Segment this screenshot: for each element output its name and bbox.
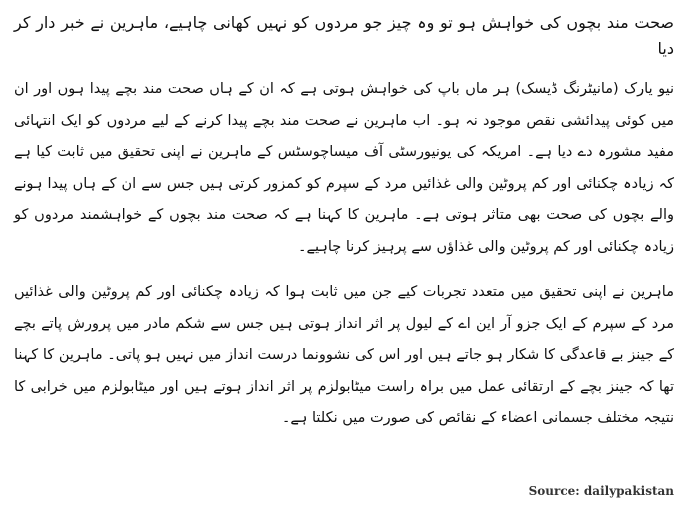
source-credit: Source: dailypakistan [528,484,674,498]
article [14,10,674,449]
paragraph-1: نیو یارک (مانیٹرنگ ڈیسک) ہر ماں باپ کی خواہش ہوتی ہے کہ ان کے ہاں صحت مند بچے پیدا ہوں اور ان میں کوئی پیدائشی نقص موجود نہ ہو۔ اب ماہرین نے صحت مند بچے پیدا کرنے کے لیے مردوں کو ایک انتہائی مفید مشورہ دے دیا ہے۔ امریکہ کی یونیورسٹی آف میساچوسٹس کے ماہرین نے اپنی تحقیق میں ثابت کیا ہے کہ زیادہ چکنائی اور کم پروٹین والی غذائیں مرد کے سپرم کو کمزور کرتی ہیں جس سے ان کے ہاں پیدا ہونے والے بچوں کی صحت بھی متاثر ہوتی ہے۔ ماہرین کا کہنا ہے کہ صحت مند بچوں کے خواہشمند مردوں کو زیادہ چکنائی اور کم پروٹین والی غذاؤں سے پرہیز کرنا چاہیے۔ [14,81,674,255]
headline: صحت مند بچوں کی خواہش ہو تو وہ چیز جو مردوں کو نہیں کھانی چاہیے، ماہرین نے خبر دار کر دیا [14,13,674,58]
paragraph-2: ماہرین نے اپنی تحقیق میں متعدد تجربات کیے جن میں ثابت ہوا کہ زیادہ چکنائی اور کم پروٹین والی غذائیں مرد کے سپرم کے ایک جزو آر این اے کے لیول پر اثر انداز ہوتی ہیں جس سے شکم مادر میں پرورش پاتے بچے کے جینز بے قاعدگی کا شکار ہو جاتے ہیں اور اس کی نشوونما درست انداز میں نہیں ہو پاتی۔ ماہرین کا کہنا تھا کہ جینز بچے کے ارتقائی عمل میں براہ راست میٹابولزم پر اثر انداز ہوتے ہیں اور میٹابولزم میں خرابی کا نتیجہ مختلف جسمانی اعضاء کے نقائص کی صورت میں نکلتا ہے۔ [14,284,674,426]
